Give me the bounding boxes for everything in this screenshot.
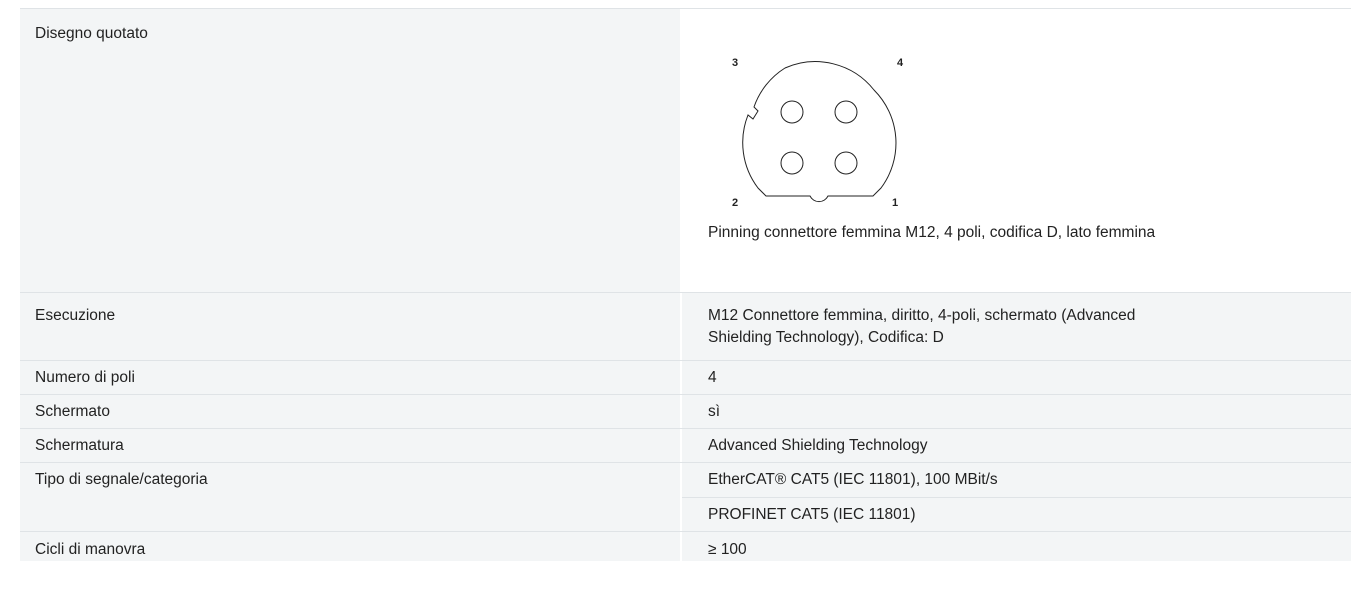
spec-label-execution: Esecuzione	[20, 293, 680, 360]
spec-row-execution	[20, 292, 1351, 360]
spec-label-drawing: Disegno quotato	[20, 9, 680, 292]
spec-value-shielded: sì	[682, 395, 1351, 428]
spec-label-signal: Tipo di segnale/categoria	[20, 463, 680, 531]
spec-value-shielding: Advanced Shielding Technology	[682, 429, 1351, 462]
spec-label-cycles: Cicli di manovra	[20, 532, 680, 561]
spec-value-execution	[682, 293, 1351, 360]
spec-row-cycles	[20, 531, 1351, 561]
pin-circle-1	[835, 152, 857, 174]
spec-row-drawing	[20, 8, 1351, 292]
spec-row-signal	[20, 462, 1351, 531]
spec-label-shielding: Schermatura	[20, 429, 680, 462]
spec-value-signal-1: EtherCAT® CAT5 (IEC 11801), 100 MBit/s	[682, 463, 1351, 497]
spec-row-poles	[20, 360, 1351, 394]
pin-label-1: 1	[892, 197, 899, 209]
spec-value-execution-line1: M12 Connettore femmina, diritto, 4-poli, schermato (Advanced	[708, 307, 1136, 324]
pin-label-4: 4	[897, 57, 904, 69]
spec-row-shielded	[20, 394, 1351, 428]
pin-circle-2	[781, 152, 803, 174]
spec-value-drawing	[682, 9, 1351, 292]
pinout-diagram	[718, 45, 918, 215]
spec-value-poles: 4	[682, 361, 1351, 394]
spec-value-signal-2: PROFINET CAT5 (IEC 11801)	[682, 497, 1351, 531]
pin-circle-4	[835, 101, 857, 123]
spec-label-poles: Numero di poli	[20, 361, 680, 394]
spec-table	[20, 8, 1351, 561]
pin-label-3: 3	[732, 57, 739, 69]
pin-label-2: 2	[732, 197, 739, 209]
pinout-caption: Pinning connettore femmina M12, 4 poli, codifica D, lato femmina	[708, 224, 1156, 241]
spec-row-shielding	[20, 428, 1351, 462]
spec-value-cycles: ≥ 100	[682, 532, 1351, 561]
spec-value-execution-line2: Shielding Technology), Codifica: D	[708, 329, 944, 346]
spec-label-shielded: Schermato	[20, 395, 680, 428]
pin-circle-3	[781, 101, 803, 123]
